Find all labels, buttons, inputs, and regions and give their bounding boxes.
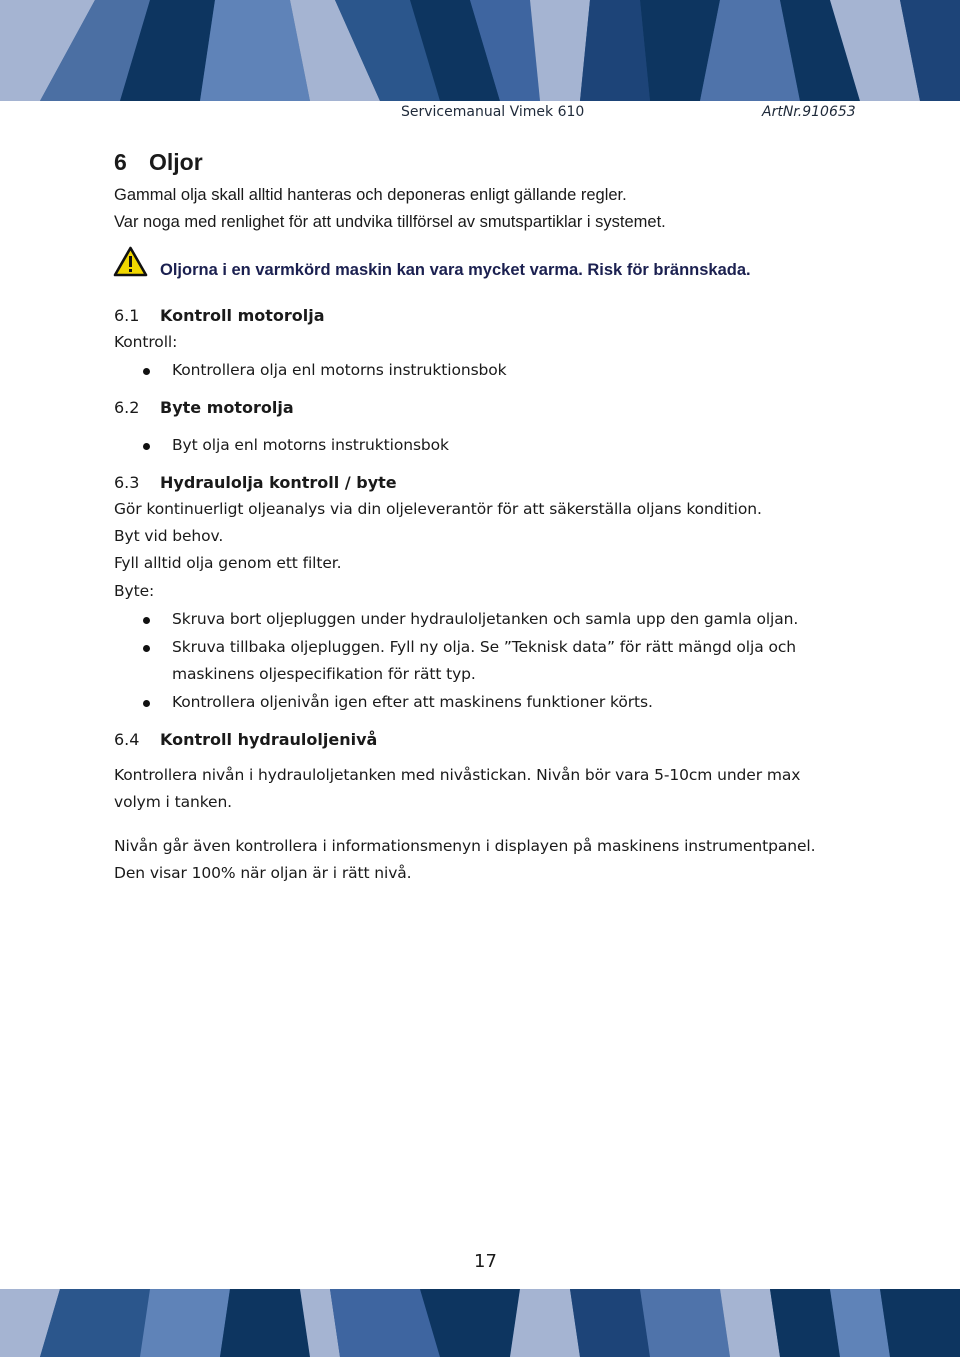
subsection-6-2-number: 6.2	[114, 398, 140, 417]
subsection-6-4-number: 6.4	[114, 730, 140, 749]
bottom-decorative-band	[0, 1289, 960, 1357]
list-item: Kontrollera olja enl motorns instruktionsbok	[172, 361, 507, 379]
bullet-point	[143, 443, 150, 450]
warning-triangle-icon	[113, 246, 148, 282]
paragraph-line: Den visar 100% när oljan är i rätt nivå.	[114, 864, 412, 882]
subsection-6-2-title: Byte motorolja	[160, 398, 294, 417]
subsection-6-3-number: 6.3	[114, 473, 140, 492]
list-item: Kontrollera oljenivån igen efter att maskinens funktioner körts.	[172, 693, 653, 711]
paragraph-line: volym i tanken.	[114, 793, 233, 811]
header-article-number: ArtNr.910653	[762, 104, 856, 120]
bullet-point	[143, 368, 150, 375]
warning-text: Oljorna i en varmkörd maskin kan vara mycket varma. Risk för brännskada.	[160, 261, 751, 279]
list-item: Byt olja enl motorns instruktionsbok	[172, 436, 449, 454]
subsection-6-3-title: Hydraulolja kontroll / byte	[160, 473, 397, 492]
paragraph-line: Kontrollera nivån i hydrauloljetanken med nivåstickan. Nivån bör vara 5-10cm under max	[114, 766, 801, 784]
list-item: Skruva tillbaka oljepluggen. Fyll ny olja. Se ”Teknisk data” för rätt mängd olja och	[172, 638, 796, 656]
paragraph-line: Byte:	[114, 582, 155, 600]
paragraph-line: Byt vid behov.	[114, 527, 224, 545]
header-manual-title: Servicemanual Vimek 610	[401, 104, 585, 120]
intro-line-2: Var noga med renlighet för att undvika tillförsel av smutspartiklar i systemet.	[114, 213, 666, 231]
subsection-6-1-label: Kontroll:	[114, 333, 178, 351]
bullet-point	[143, 645, 150, 652]
paragraph-line: Gör kontinuerligt oljeanalys via din oljeleverantör för att säkerställa oljans kondition.	[114, 500, 762, 518]
page-number: 17	[474, 1251, 497, 1272]
paragraph-line: Nivån går även kontrollera i informationsmenyn i displayen på maskinens instrumentpanel.	[114, 837, 816, 855]
bullet-point	[143, 617, 150, 624]
top-decorative-band	[0, 0, 960, 101]
subsection-6-1-number: 6.1	[114, 306, 140, 325]
intro-line-1: Gammal olja skall alltid hanteras och deponeras enligt gällande regler.	[114, 186, 627, 204]
paragraph-line: Fyll alltid olja genom ett filter.	[114, 554, 342, 572]
section-number: 6	[114, 149, 127, 175]
subsection-6-1-title: Kontroll motorolja	[160, 306, 325, 325]
subsection-6-4-title: Kontroll hydrauloljenivå	[160, 730, 378, 749]
bullet-point	[143, 700, 150, 707]
section-title: Oljor	[149, 149, 203, 175]
list-item-continuation: maskinens oljespecifikation för rätt typ.	[172, 665, 476, 683]
list-item: Skruva bort oljepluggen under hydrauloljetanken och samla upp den gamla oljan.	[172, 610, 799, 628]
